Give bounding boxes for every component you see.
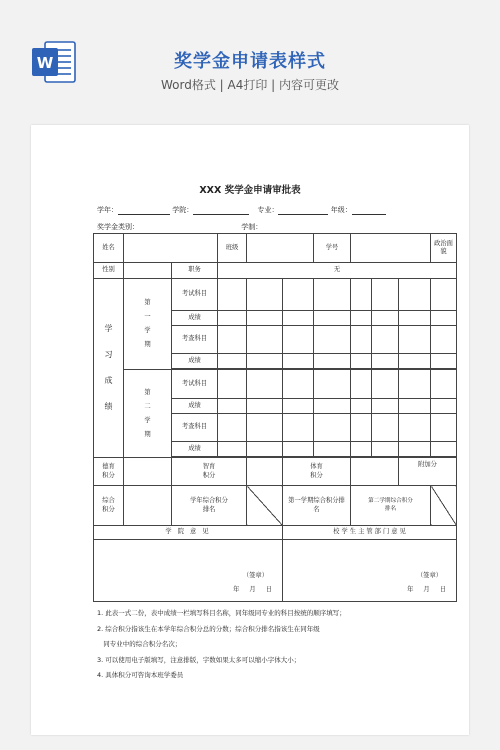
grid-cell[interactable]: [399, 399, 431, 414]
term2-rank-label: [351, 486, 431, 526]
grid-cell[interactable]: [314, 279, 351, 311]
grid-cell[interactable]: [283, 399, 314, 414]
grid-cell[interactable]: [283, 354, 314, 369]
college-opinion-label: 学 院 意 见: [94, 526, 283, 540]
grid-cell[interactable]: [247, 414, 283, 442]
grid-cell[interactable]: [399, 442, 431, 457]
grid-cell[interactable]: [351, 279, 372, 311]
term1-check-subject-label: 考查科目: [172, 326, 218, 354]
gender-label: 性别: [94, 263, 124, 279]
grid-cell[interactable]: [372, 311, 399, 326]
note-2: 2. 综合积分指该生在本学年综合积分总的分数；综合积分排名指该生在同年级: [97, 624, 320, 633]
moral-score-label: [94, 458, 124, 486]
grid-cell[interactable]: [247, 399, 283, 414]
term2-check-subject-label: 考查科目: [172, 414, 218, 442]
year-field[interactable]: [118, 206, 170, 215]
grid-cell[interactable]: [314, 414, 351, 442]
grid-cell[interactable]: [431, 279, 457, 311]
grid-cell[interactable]: [247, 326, 283, 354]
grid-cell[interactable]: [314, 311, 351, 326]
grid-cell[interactable]: [372, 399, 399, 414]
term2-check-score-label: 成绩: [172, 442, 218, 457]
grid-cell[interactable]: [351, 326, 372, 354]
grid-cell[interactable]: [399, 311, 431, 326]
term2-exam-score-label: 成绩: [172, 399, 218, 414]
grid-cell[interactable]: [351, 442, 372, 457]
school-opinion-cell[interactable]: [283, 540, 457, 602]
grid-cell[interactable]: [247, 279, 283, 311]
notes: [97, 606, 467, 684]
grid-cell[interactable]: [218, 279, 247, 311]
grid-cell[interactable]: [372, 414, 399, 442]
grid-cell[interactable]: [431, 326, 457, 354]
grid-cell[interactable]: [247, 370, 283, 399]
politics-label: 政治面貌: [431, 234, 457, 263]
term1-exam-subject-label: 考试科目: [172, 279, 218, 311]
bonus-label: 附加分: [399, 458, 457, 486]
grid-cell[interactable]: [372, 442, 399, 457]
school-opinion-label: 校 学 生 主 管 部 门 意 见: [283, 526, 457, 540]
intellectual-score-cell[interactable]: [247, 458, 283, 486]
sports-score-cell[interactable]: [351, 458, 399, 486]
grid-cell[interactable]: [218, 399, 247, 414]
term1-check-score-label: 成绩: [172, 354, 218, 369]
grid-cell[interactable]: [314, 370, 351, 399]
year-rank-cell[interactable]: [247, 486, 283, 526]
grid-cell[interactable]: [372, 354, 399, 369]
grid-cell[interactable]: [431, 399, 457, 414]
study-results-text: 学习成绩: [104, 324, 113, 411]
term1-label: [124, 279, 172, 370]
grid-cell[interactable]: [283, 326, 314, 354]
intellectual-score-label: [172, 458, 247, 486]
grid-cell[interactable]: [283, 311, 314, 326]
grid-cell[interactable]: [431, 311, 457, 326]
grid-cell[interactable]: [351, 311, 372, 326]
class-label: 班级: [218, 234, 247, 263]
grid-cell[interactable]: [399, 326, 431, 354]
college-opinion-cell[interactable]: [94, 540, 283, 602]
grid-cell[interactable]: [372, 326, 399, 354]
grid-cell[interactable]: [431, 442, 457, 457]
term1-rank-label: [283, 486, 351, 526]
grid-cell[interactable]: [351, 370, 372, 399]
term1-text: 第一学期: [144, 299, 151, 348]
college-field[interactable]: [193, 206, 249, 215]
moral-score-text: 德育积分: [102, 463, 115, 479]
year-label: 学年：: [97, 206, 118, 214]
sports-score-text: 体育积分: [310, 463, 323, 479]
grid-cell[interactable]: [218, 370, 247, 399]
grid-cell[interactable]: [247, 442, 283, 457]
grade-label: 年级：: [330, 206, 352, 214]
document-page: [31, 125, 469, 735]
name-cell[interactable]: [124, 234, 218, 263]
page-header: [0, 0, 500, 108]
grid-cell[interactable]: [218, 414, 247, 442]
grid-cell[interactable]: [314, 354, 351, 369]
grid-cell[interactable]: [218, 326, 247, 354]
moral-score-cell[interactable]: [124, 458, 172, 486]
position-label: 职务: [172, 263, 218, 279]
major-label: 专业：: [257, 206, 279, 214]
term1-exam-score-label: 成绩: [172, 311, 218, 326]
name-label: 姓名: [94, 234, 124, 263]
student-id-cell[interactable]: [351, 234, 431, 263]
grid-cell[interactable]: [351, 414, 372, 442]
grid-cell[interactable]: [399, 370, 431, 399]
form-title: XXX 奖学金申请审批表: [199, 185, 301, 196]
college-label: 学院：: [172, 206, 194, 214]
term1-rank-text: 第一学期综合积分排名: [288, 497, 345, 513]
study-results-label: [94, 279, 124, 458]
category-label: 奖学金类别：: [97, 223, 139, 231]
note-4: 4. 具体积分可咨询本班学委员: [97, 671, 184, 679]
grid-cell[interactable]: [218, 311, 247, 326]
grid-cell[interactable]: [431, 370, 457, 399]
info-row-1: [97, 205, 386, 215]
intellectual-score-text: 智育积分: [202, 463, 216, 479]
class-cell[interactable]: [247, 234, 314, 263]
grid-cell[interactable]: [283, 279, 314, 311]
note-1: 1. 此表一式二份，表中成绩一栏填写科目名称，同年级同专业的科目按统的顺序填写；: [97, 609, 346, 617]
grid-cell[interactable]: [372, 279, 399, 311]
sports-score-label: [283, 458, 351, 486]
grid-cell[interactable]: [431, 414, 457, 442]
total-score-text: 综合积分: [102, 497, 115, 513]
year-rank-label: [172, 486, 247, 526]
grid-cell[interactable]: [351, 399, 372, 414]
total-score-cell[interactable]: [124, 486, 172, 526]
grid-cell[interactable]: [399, 279, 431, 311]
grid-cell[interactable]: [247, 354, 283, 369]
note-2-cont: 同专业中的综合积分名次；: [97, 640, 182, 648]
grid-cell[interactable]: [431, 354, 457, 369]
grid-cell[interactable]: [218, 442, 247, 457]
term2-text: 第二学期: [144, 388, 151, 438]
student-id-label: 学号: [314, 234, 351, 263]
page-title: 奖学金申请表样式: [174, 51, 326, 72]
note-3: 3. 可以使用电子版填写，注意排版，字数如果太多可以缩小字体大小；: [97, 655, 301, 664]
major-field[interactable]: [278, 206, 328, 215]
grid-cell[interactable]: [351, 354, 372, 369]
term2-rank-cell[interactable]: [431, 486, 457, 526]
grade-field[interactable]: [352, 206, 386, 215]
grid-cell[interactable]: [314, 326, 351, 354]
length-label: 学制：: [241, 223, 263, 231]
page-subtitle: Word格式 | A4打印 | 内容可更改: [160, 78, 340, 92]
svg-text:W: W: [36, 54, 54, 72]
position-value: 无: [218, 263, 457, 279]
term2-rank-text: 第二学期综合积分排名: [368, 497, 413, 512]
school-date-label: 年 月 日: [407, 586, 447, 593]
application-table: [93, 233, 457, 602]
info-row-2: [97, 222, 262, 232]
grid-cell[interactable]: [247, 311, 283, 326]
grid-cell[interactable]: [283, 442, 314, 457]
grid-cell[interactable]: [218, 354, 247, 369]
school-sign-label: （签章）: [416, 572, 443, 579]
grid-cell[interactable]: [399, 354, 431, 369]
college-date-label: 年 月 日: [233, 586, 273, 593]
grid-cell[interactable]: [399, 414, 431, 442]
grid-cell[interactable]: [283, 414, 314, 442]
year-rank-text: 学年综合积分排名: [190, 497, 228, 513]
grid-cell[interactable]: [314, 442, 351, 457]
total-score-label: [94, 486, 124, 526]
term2-label: [124, 370, 172, 458]
grid-cell[interactable]: [283, 370, 314, 399]
gender-cell[interactable]: [124, 263, 172, 279]
grid-cell[interactable]: [372, 370, 399, 399]
college-sign-label: （签章）: [242, 572, 269, 579]
grid-cell[interactable]: [314, 399, 351, 414]
term2-exam-subject-label: 考试科目: [172, 370, 218, 399]
